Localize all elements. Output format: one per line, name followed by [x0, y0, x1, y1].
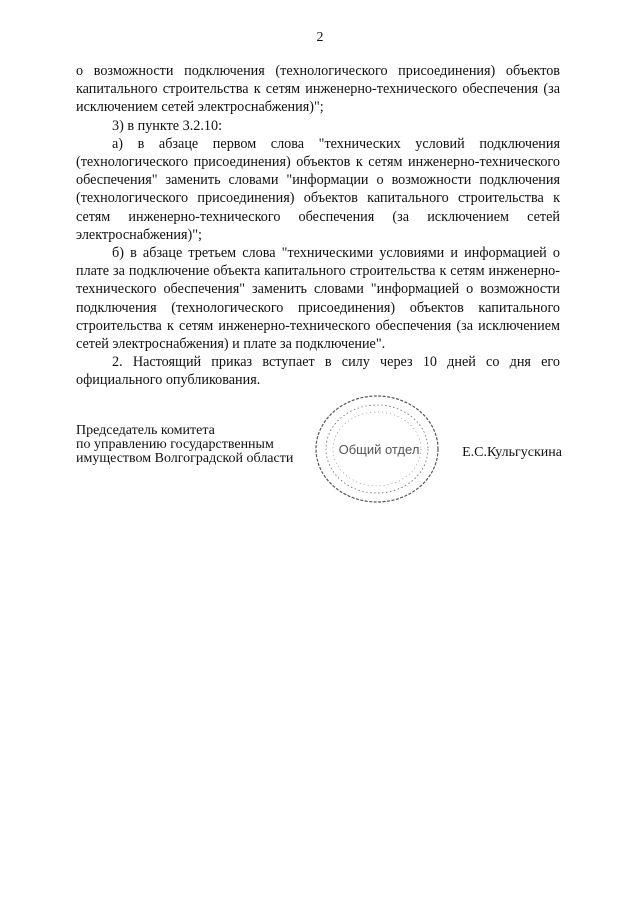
signatory-title: [76, 424, 293, 466]
paragraph-subitem-a: а) в абзаце первом слова "технических условий подключения (технологического присоединения) объектов к сетям инженерно-технического обеспечения" заменить словами "информации о возможности подключения (технологического присоединения) объектов капитального строительства к сетям инженерно-технического обеспечения (за исключением сетей электроснабжения)";: [76, 135, 560, 243]
office-stamp: [312, 392, 442, 507]
document-body: [76, 62, 560, 390]
signatory-title-line: Председатель комитета: [76, 423, 215, 438]
paragraph-subitem-b: б) в абзаце третьем слова "техническими условиями и информацией о плате за подключение объекта капитального строительства к сетям инженерно-технического обеспечения" заменить словами "информацией о возможности подключения (технологического присоединения) объектов капитального строительства к сетям инженерно-технического обеспечения (за исключением сетей электроснабжения) и плате за подключение".: [76, 245, 560, 353]
paragraph-continuation: о возможности подключения (технологического присоединения) объектов капитального строительства к сетям инженерно-технического обеспечения (за исключением сетей электроснабжения)";: [76, 63, 560, 116]
signatory-name: Е.С.Кульгускина: [462, 445, 562, 460]
paragraph-item-3: 3) в пункте 3.2.10:: [112, 117, 223, 134]
stamp-center-text: Общий отдел: [338, 442, 420, 457]
page-number: 2: [316, 30, 324, 45]
signatory-title-line: по управлению государственным: [76, 437, 274, 452]
paragraph-item-2: 2. Настоящий приказ вступает в силу через 10 дней со дня его официального опубликования.: [76, 354, 560, 389]
signatory-title-line: имуществом Волгоградской области: [76, 451, 294, 466]
